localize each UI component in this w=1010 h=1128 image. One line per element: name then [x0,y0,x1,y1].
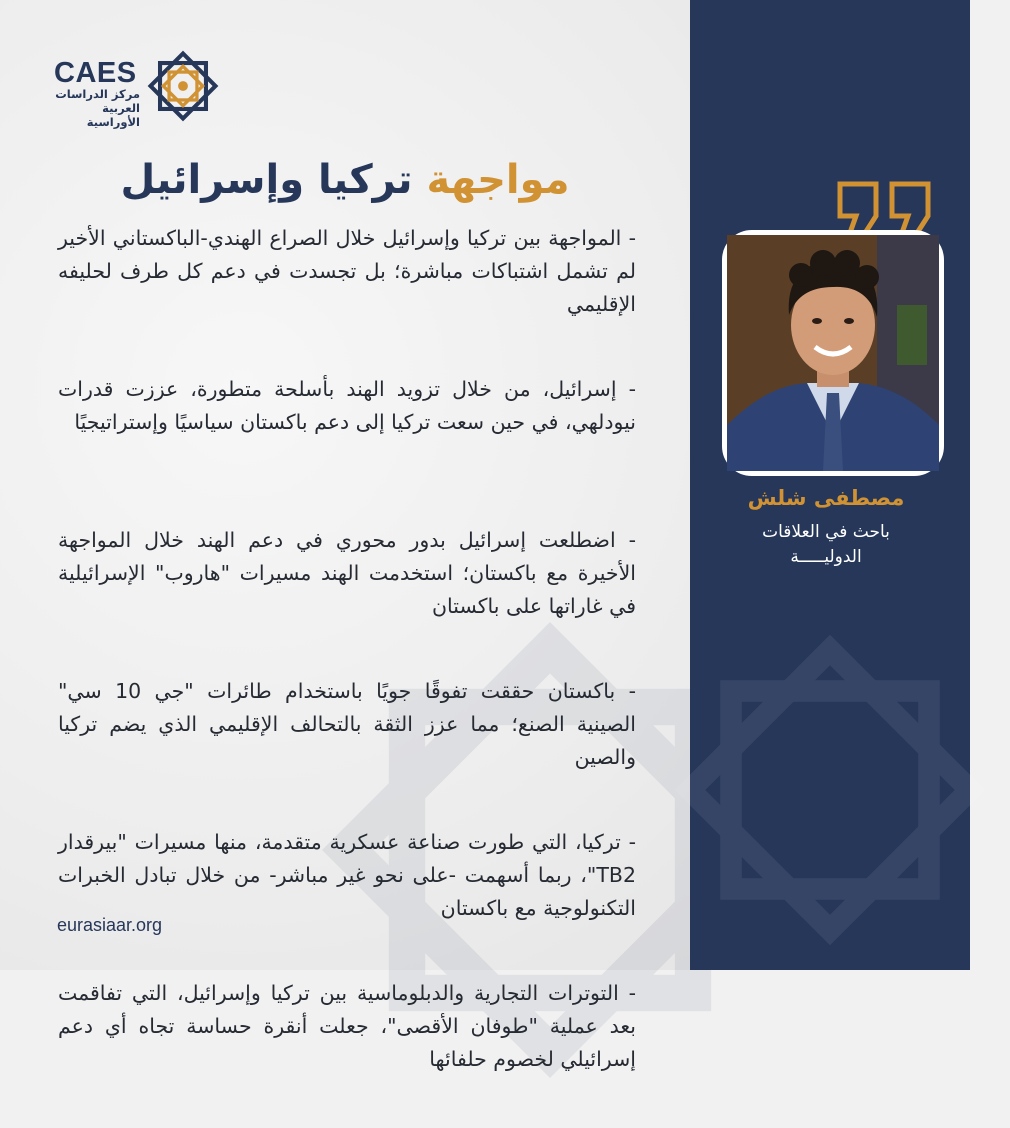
author-name: مصطفى شلش [747,486,905,510]
bullet-paragraph: - باكستان حققت تفوقًا جويًا باستخدام طائرات "جي 10 سي" الصينية الصنع؛ مما عزز الثقة بالتحالف الإقليمي الذي يضم تركيا والصين [58,679,636,769]
bullet-list [58,222,636,1128]
logo-text [50,59,140,129]
logo-name-line1: مركز الدراسات [55,87,140,101]
bullet-paragraph: - إسرائيل، من خلال تزويد الهند بأسلحة متطورة، عززت قدرات نيودلهي، في حين سعت تركيا إلى دعم باكستان سياسيًا وإستراتيجيًا [58,377,636,434]
bullet-paragraph: - التوترات التجارية والدبلوماسية بين تركيا وإسرائيل، التي تفاقمت بعد عملية "طوفان الأقصى"، جعلت أنقرة حساسة تجاه أي دعم إسرائيلي لخصوم حلفائها [58,981,636,1071]
author-role-line2: الدوليـــــة [790,547,862,567]
website-link[interactable]: eurasiaar.org [57,915,163,935]
bullet-paragraph: - اضطلعت إسرائيل بدور محوري في دعم الهند خلال المواجهة الأخيرة مع باكستان؛ استخدمت الهند مسيرات "هاروب" الإسرائيلية في غاراتها على باكستان [58,528,636,618]
eight-point-star-logo-icon [142,45,224,127]
logo-name-line2: العربية الأوراسية [86,101,140,129]
caes-logo[interactable] [50,45,225,129]
author-role [710,520,942,570]
author-role-line1: باحث في العلاقات [762,522,890,542]
bullet-paragraph: - المواجهة بين تركيا وإسرائيل خلال الصراع الهندي-الباكستاني الأخير لم تشمل اشتباكات مباشرة؛ بل تجسدت في دعم كل طرف لحليفه الإقليمي [58,226,636,316]
bullet-paragraph: - تركيا، التي طورت صناعة عسكرية متقدمة، منها مسيرات "بيرقدار TB2"، ربما أسهمت -على نحو غير مباشر- من خلال تبادل الخبرات التكنولوجية مع باكستان [58,830,636,920]
page-title [60,150,630,210]
author-photo [722,230,944,476]
logo-acronym: CAES [54,57,137,89]
title-main: تركيا وإسرائيل [120,157,413,203]
author-panel [690,0,970,970]
author-portrait-icon [727,235,939,471]
title-highlight: مواجهة [426,157,570,203]
side-star-watermark-icon [650,610,1010,970]
